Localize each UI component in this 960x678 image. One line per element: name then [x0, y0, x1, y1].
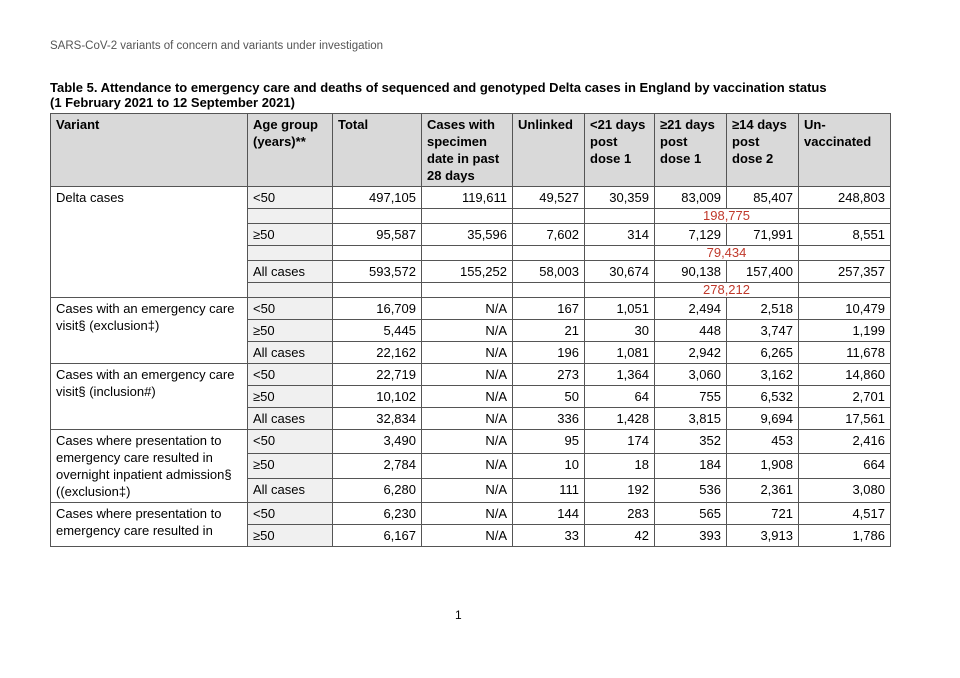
age-group-cell — [248, 246, 333, 261]
value-cell: N/A — [422, 525, 513, 547]
value-cell: 4,517 — [799, 503, 891, 525]
value-cell: 111 — [513, 478, 585, 502]
value-cell: 58,003 — [513, 261, 585, 283]
value-cell: N/A — [422, 386, 513, 408]
value-cell: 9,694 — [727, 408, 799, 430]
value-cell: 8,551 — [799, 224, 891, 246]
value-cell: 448 — [655, 320, 727, 342]
value-cell: 336 — [513, 408, 585, 430]
value-cell: N/A — [422, 454, 513, 478]
value-cell: 2,416 — [799, 430, 891, 454]
blank-cell — [513, 209, 585, 224]
value-cell: 257,357 — [799, 261, 891, 283]
dose-subtotal-cell: 79,434 — [655, 246, 799, 261]
col-header: <21 days post dose 1 — [585, 114, 655, 187]
blank-cell — [799, 246, 891, 261]
blank-cell — [513, 283, 585, 298]
value-cell: 664 — [799, 454, 891, 478]
value-cell: N/A — [422, 320, 513, 342]
value-cell: 157,400 — [727, 261, 799, 283]
col-header: ≥14 days post dose 2 — [727, 114, 799, 187]
value-cell: 95,587 — [333, 224, 422, 246]
col-header: Variant — [51, 114, 248, 187]
dose-subtotal-cell: 198,775 — [655, 209, 799, 224]
col-header: Unlinked — [513, 114, 585, 187]
age-group-cell: ≥50 — [248, 386, 333, 408]
value-cell: 2,942 — [655, 342, 727, 364]
value-cell: 1,081 — [585, 342, 655, 364]
value-cell: 5,445 — [333, 320, 422, 342]
blank-cell — [585, 209, 655, 224]
value-cell: N/A — [422, 430, 513, 454]
value-cell: 1,786 — [799, 525, 891, 547]
age-group-cell: ≥50 — [248, 454, 333, 478]
header-row — [51, 114, 891, 187]
blank-cell — [422, 283, 513, 298]
age-group-cell: All cases — [248, 478, 333, 502]
col-header: Cases with specimen date in past 28 days — [422, 114, 513, 187]
col-header: Total — [333, 114, 422, 187]
age-group-cell: All cases — [248, 342, 333, 364]
value-cell: 3,913 — [727, 525, 799, 547]
value-cell: 90,138 — [655, 261, 727, 283]
value-cell: 17,561 — [799, 408, 891, 430]
running-header: SARS-CoV-2 variants of concern and variants under investigation — [50, 40, 384, 52]
blank-cell — [585, 246, 655, 261]
value-cell: 2,784 — [333, 454, 422, 478]
table-caption — [50, 80, 910, 110]
value-cell: 2,361 — [727, 478, 799, 502]
value-cell: 248,803 — [799, 187, 891, 209]
value-cell: 184 — [655, 454, 727, 478]
value-cell: 721 — [727, 503, 799, 525]
value-cell: 593,572 — [333, 261, 422, 283]
value-cell: 49,527 — [513, 187, 585, 209]
value-cell: 10,479 — [799, 298, 891, 320]
value-cell: 64 — [585, 386, 655, 408]
variant-cell: Cases where presentation to emergency care resulted in overnight inpatient admission§ ((exclusion‡) — [51, 430, 248, 503]
table-row — [51, 503, 891, 525]
age-group-cell: ≥50 — [248, 224, 333, 246]
page-number: 1 — [455, 608, 462, 622]
table-row — [51, 364, 891, 386]
value-cell: 3,747 — [727, 320, 799, 342]
value-cell: 497,105 — [333, 187, 422, 209]
blank-cell — [585, 283, 655, 298]
value-cell: 35,596 — [422, 224, 513, 246]
blank-cell — [333, 246, 422, 261]
value-cell: 6,230 — [333, 503, 422, 525]
blank-cell — [513, 246, 585, 261]
value-cell: 95 — [513, 430, 585, 454]
value-cell: 755 — [655, 386, 727, 408]
value-cell: 273 — [513, 364, 585, 386]
age-group-cell: <50 — [248, 503, 333, 525]
value-cell: 16,709 — [333, 298, 422, 320]
value-cell: 352 — [655, 430, 727, 454]
value-cell: 3,815 — [655, 408, 727, 430]
age-group-cell: All cases — [248, 408, 333, 430]
value-cell: 6,532 — [727, 386, 799, 408]
table-row — [51, 430, 891, 454]
table-row — [51, 298, 891, 320]
value-cell: 2,494 — [655, 298, 727, 320]
value-cell: 42 — [585, 525, 655, 547]
value-cell: 3,080 — [799, 478, 891, 502]
age-group-cell — [248, 283, 333, 298]
col-header: Un-vaccinated — [799, 114, 891, 187]
value-cell: 22,162 — [333, 342, 422, 364]
value-cell: 393 — [655, 525, 727, 547]
attendance-table — [50, 113, 891, 547]
age-group-cell: All cases — [248, 261, 333, 283]
value-cell: 119,611 — [422, 187, 513, 209]
value-cell: 192 — [585, 478, 655, 502]
col-header: ≥21 days post dose 1 — [655, 114, 727, 187]
value-cell: 11,678 — [799, 342, 891, 364]
age-group-cell — [248, 209, 333, 224]
age-group-cell: <50 — [248, 364, 333, 386]
value-cell: N/A — [422, 364, 513, 386]
caption-line-2: (1 February 2021 to 12 September 2021) — [50, 95, 295, 110]
age-group-cell: ≥50 — [248, 525, 333, 547]
value-cell: 14,860 — [799, 364, 891, 386]
value-cell: 565 — [655, 503, 727, 525]
value-cell: 10 — [513, 454, 585, 478]
value-cell: 3,162 — [727, 364, 799, 386]
value-cell: 33 — [513, 525, 585, 547]
value-cell: 314 — [585, 224, 655, 246]
age-group-cell: <50 — [248, 187, 333, 209]
value-cell: 7,129 — [655, 224, 727, 246]
value-cell: 83,009 — [655, 187, 727, 209]
age-group-cell: <50 — [248, 298, 333, 320]
value-cell: 1,199 — [799, 320, 891, 342]
blank-cell — [333, 209, 422, 224]
value-cell: 196 — [513, 342, 585, 364]
value-cell: 2,701 — [799, 386, 891, 408]
value-cell: 6,167 — [333, 525, 422, 547]
variant-cell: Delta cases — [51, 187, 248, 298]
value-cell: 1,364 — [585, 364, 655, 386]
value-cell: N/A — [422, 298, 513, 320]
value-cell: 85,407 — [727, 187, 799, 209]
value-cell: 283 — [585, 503, 655, 525]
value-cell: 30 — [585, 320, 655, 342]
value-cell: 6,280 — [333, 478, 422, 502]
value-cell: N/A — [422, 478, 513, 502]
value-cell: 71,991 — [727, 224, 799, 246]
value-cell: 30,674 — [585, 261, 655, 283]
variant-cell: Cases where presentation to emergency care resulted in — [51, 503, 248, 547]
value-cell: 3,060 — [655, 364, 727, 386]
value-cell: 6,265 — [727, 342, 799, 364]
table-row — [51, 187, 891, 209]
value-cell: 2,518 — [727, 298, 799, 320]
caption-line-1: Table 5. Attendance to emergency care and deaths of sequenced and genotyped Delta cases in England by vaccination status — [50, 80, 827, 95]
col-header: Age group (years)** — [248, 114, 333, 187]
value-cell: 144 — [513, 503, 585, 525]
value-cell: 7,602 — [513, 224, 585, 246]
value-cell: 1,428 — [585, 408, 655, 430]
age-group-cell: ≥50 — [248, 320, 333, 342]
value-cell: 167 — [513, 298, 585, 320]
value-cell: 174 — [585, 430, 655, 454]
value-cell: N/A — [422, 342, 513, 364]
blank-cell — [422, 246, 513, 261]
value-cell: N/A — [422, 408, 513, 430]
value-cell: 155,252 — [422, 261, 513, 283]
value-cell: 10,102 — [333, 386, 422, 408]
value-cell: 453 — [727, 430, 799, 454]
value-cell: 18 — [585, 454, 655, 478]
value-cell: 1,051 — [585, 298, 655, 320]
variant-cell: Cases with an emergency care visit§ (exclusion‡) — [51, 298, 248, 364]
age-group-cell: <50 — [248, 430, 333, 454]
table-body — [51, 187, 891, 547]
blank-cell — [422, 209, 513, 224]
value-cell: 3,490 — [333, 430, 422, 454]
blank-cell — [799, 209, 891, 224]
blank-cell — [333, 283, 422, 298]
variant-cell: Cases with an emergency care visit§ (inclusion#) — [51, 364, 248, 430]
value-cell: 1,908 — [727, 454, 799, 478]
value-cell: 30,359 — [585, 187, 655, 209]
value-cell: 536 — [655, 478, 727, 502]
dose-subtotal-cell: 278,212 — [655, 283, 799, 298]
value-cell: 22,719 — [333, 364, 422, 386]
value-cell: 50 — [513, 386, 585, 408]
blank-cell — [799, 283, 891, 298]
value-cell: N/A — [422, 503, 513, 525]
value-cell: 32,834 — [333, 408, 422, 430]
value-cell: 21 — [513, 320, 585, 342]
